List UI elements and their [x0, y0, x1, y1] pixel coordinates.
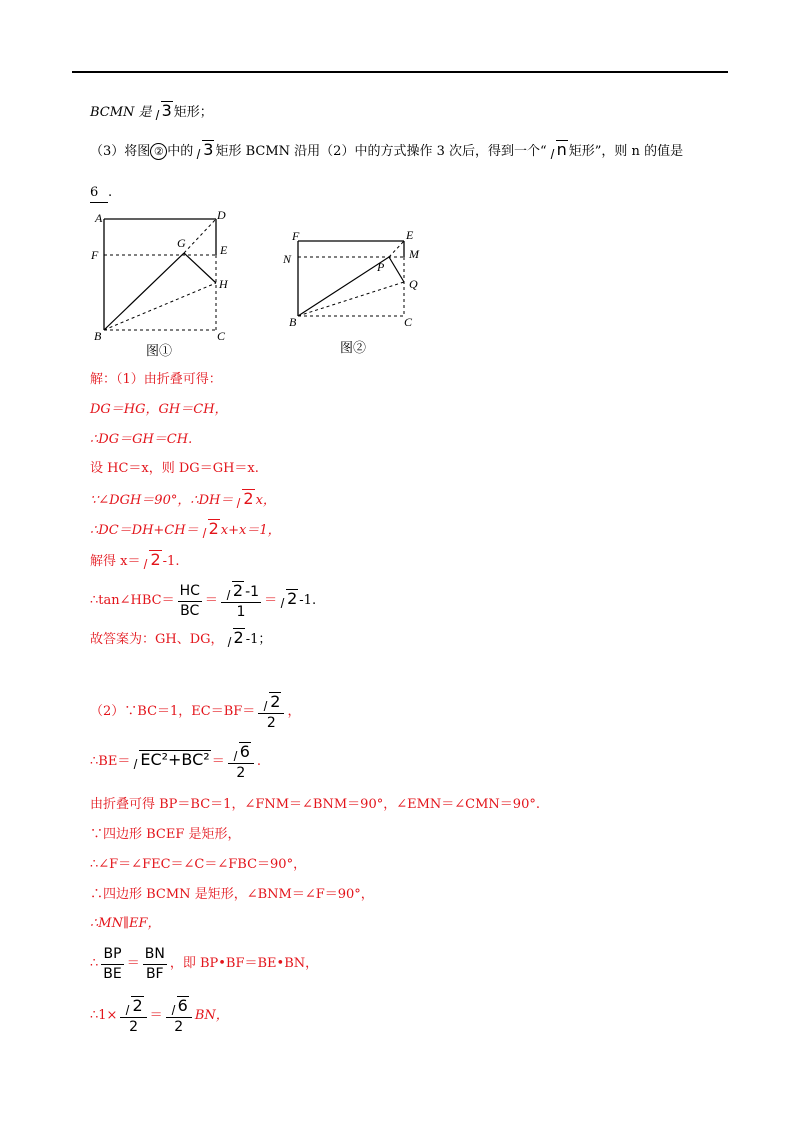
- solution-line: [90, 519, 281, 540]
- solution-text: ∴BE＝: [90, 754, 131, 769]
- answer-value: 6: [90, 184, 108, 203]
- fig1-label-A: A: [95, 211, 103, 225]
- solution-line: [90, 579, 316, 623]
- fig1-label-H: H: [219, 277, 228, 291]
- sqrt-symbol: 3: [193, 140, 214, 159]
- solution-line: DG＝HG，GH＝CH，: [90, 402, 228, 417]
- solution-text: ∵∠DGH＝90°，∴DH＝: [90, 493, 234, 508]
- solution-line: [90, 740, 261, 784]
- fraction: $\frac{HC}{BC}$: [179, 583, 200, 619]
- intro-text: BCMN 是: [90, 105, 152, 120]
- fig2-label-M: M: [409, 247, 419, 261]
- fraction: $\frac{2}{2}$: [258, 692, 284, 732]
- q3-text: 矩形 BCMN 沿用（2）中的方式操作 3 次后，得到一个“: [215, 144, 547, 159]
- solution-text: ∴1×: [90, 1008, 118, 1023]
- fraction: $\frac{6}{2}$: [228, 742, 254, 782]
- fig1-label-G: G: [177, 236, 186, 250]
- q3-text: 矩形”，则 n 的值是: [568, 144, 684, 159]
- equals: ＝: [126, 956, 140, 971]
- solution-line: [90, 489, 276, 510]
- fig2-caption: 图②: [340, 340, 367, 355]
- solution-line: 解：（1）由折叠可得：: [90, 372, 222, 387]
- sqrt-symbol: 2: [233, 489, 254, 508]
- figures: [0, 200, 800, 380]
- sqrt-symbol: n: [547, 140, 568, 159]
- solution-line: [90, 994, 229, 1038]
- solution-text: ，即 BP•BF＝BE•BN，: [169, 956, 319, 971]
- solution-text: ，: [287, 704, 301, 719]
- q3-text: 中的: [167, 144, 194, 159]
- equals: ＝: [264, 593, 278, 608]
- solution-text: 故答案为：GH、DG，: [90, 632, 224, 647]
- header-rule: [72, 71, 728, 73]
- fraction: $\frac{2 -1}{1}$: [221, 581, 261, 621]
- fig2-label-B: B: [289, 315, 297, 329]
- equals: ＝: [204, 593, 218, 608]
- fig2-label-E: E: [406, 228, 414, 242]
- solution-text: x+x＝1，: [220, 523, 281, 538]
- solution-text: x，: [255, 493, 276, 508]
- solution-line: ∴∠F＝∠FEC＝∠C＝∠FBC＝90°，: [90, 857, 307, 872]
- sqrt-symbol: 2: [224, 628, 245, 647]
- fig2-label-Q: Q: [409, 277, 418, 291]
- solution-line: 由折叠可得 BP＝BC＝1，∠FNM＝∠BNM＝90°，∠EMN＝∠CMN＝90°.: [90, 797, 540, 812]
- sqrt-symbol: 2: [199, 519, 220, 538]
- fig1-label-F: F: [91, 248, 99, 262]
- solution-line: ∴MN∥EF，: [90, 916, 161, 931]
- fig2-label-F: F: [292, 229, 300, 243]
- equals: ＝: [211, 754, 225, 769]
- sqrt-symbol: 2: [140, 550, 161, 569]
- fraction: $\frac{BN}{BF}$: [144, 946, 165, 982]
- solution-text: （2）∵BC＝1，EC＝BF＝: [90, 704, 256, 719]
- question-3-line: [90, 140, 683, 161]
- sqrt-symbol: 3: [152, 101, 173, 120]
- fig1-label-E: E: [220, 243, 228, 257]
- solution-line: [90, 690, 301, 734]
- solution-text: .: [256, 754, 262, 769]
- intro-text: 矩形；: [173, 105, 213, 120]
- fig2-label-P: P: [377, 260, 385, 274]
- solution-text: -1；: [245, 632, 272, 647]
- solution-line: [90, 942, 318, 986]
- fig1-label-C: C: [217, 329, 226, 343]
- fig2-label-C: C: [404, 315, 413, 329]
- solution-line: ∴DG＝GH＝CH.: [90, 432, 193, 447]
- sqrt-symbol: 2: [277, 589, 298, 608]
- solution-line: [90, 550, 179, 571]
- fig2-label-N: N: [283, 252, 292, 266]
- figure-1: [90, 208, 229, 358]
- q3-text: （3）将图: [90, 144, 151, 159]
- solution-text: ∴: [90, 956, 99, 971]
- solution-line: [90, 628, 271, 649]
- solution-text: BN，: [194, 1008, 229, 1023]
- fig1-label-D: D: [217, 208, 226, 222]
- solution-line: ∵四边形 BCEF 是矩形，: [90, 827, 241, 842]
- solution-line: ∴四边形 BCMN 是矩形，∠BNM＝∠F＝90°，: [90, 887, 374, 902]
- figure-2-ref: ②: [150, 143, 167, 160]
- solution-text: -1.: [299, 593, 317, 608]
- solution-text: ∴tan∠HBC＝: [90, 593, 175, 608]
- figure-2: [282, 228, 420, 355]
- answer-tail: .: [108, 185, 113, 200]
- fraction: $\frac{6}{2}$: [166, 996, 192, 1036]
- fraction: $\frac{2}{2}$: [120, 996, 146, 1036]
- solution-text: ∴DC＝DH+CH＝: [90, 523, 199, 538]
- intro-line-1: [90, 101, 213, 122]
- solution-line: 设 HC＝x，则 DG＝GH＝x.: [90, 461, 259, 476]
- fig1-label-B: B: [94, 329, 102, 343]
- solution-text: -1.: [162, 554, 180, 569]
- fraction: $\frac{BP}{BE}$: [103, 946, 122, 982]
- solution-text: 解得 x＝: [90, 554, 141, 569]
- equals: ＝: [149, 1008, 163, 1023]
- sqrt-symbol: EC²+BC²: [130, 750, 210, 769]
- fig1-caption: 图①: [146, 343, 173, 358]
